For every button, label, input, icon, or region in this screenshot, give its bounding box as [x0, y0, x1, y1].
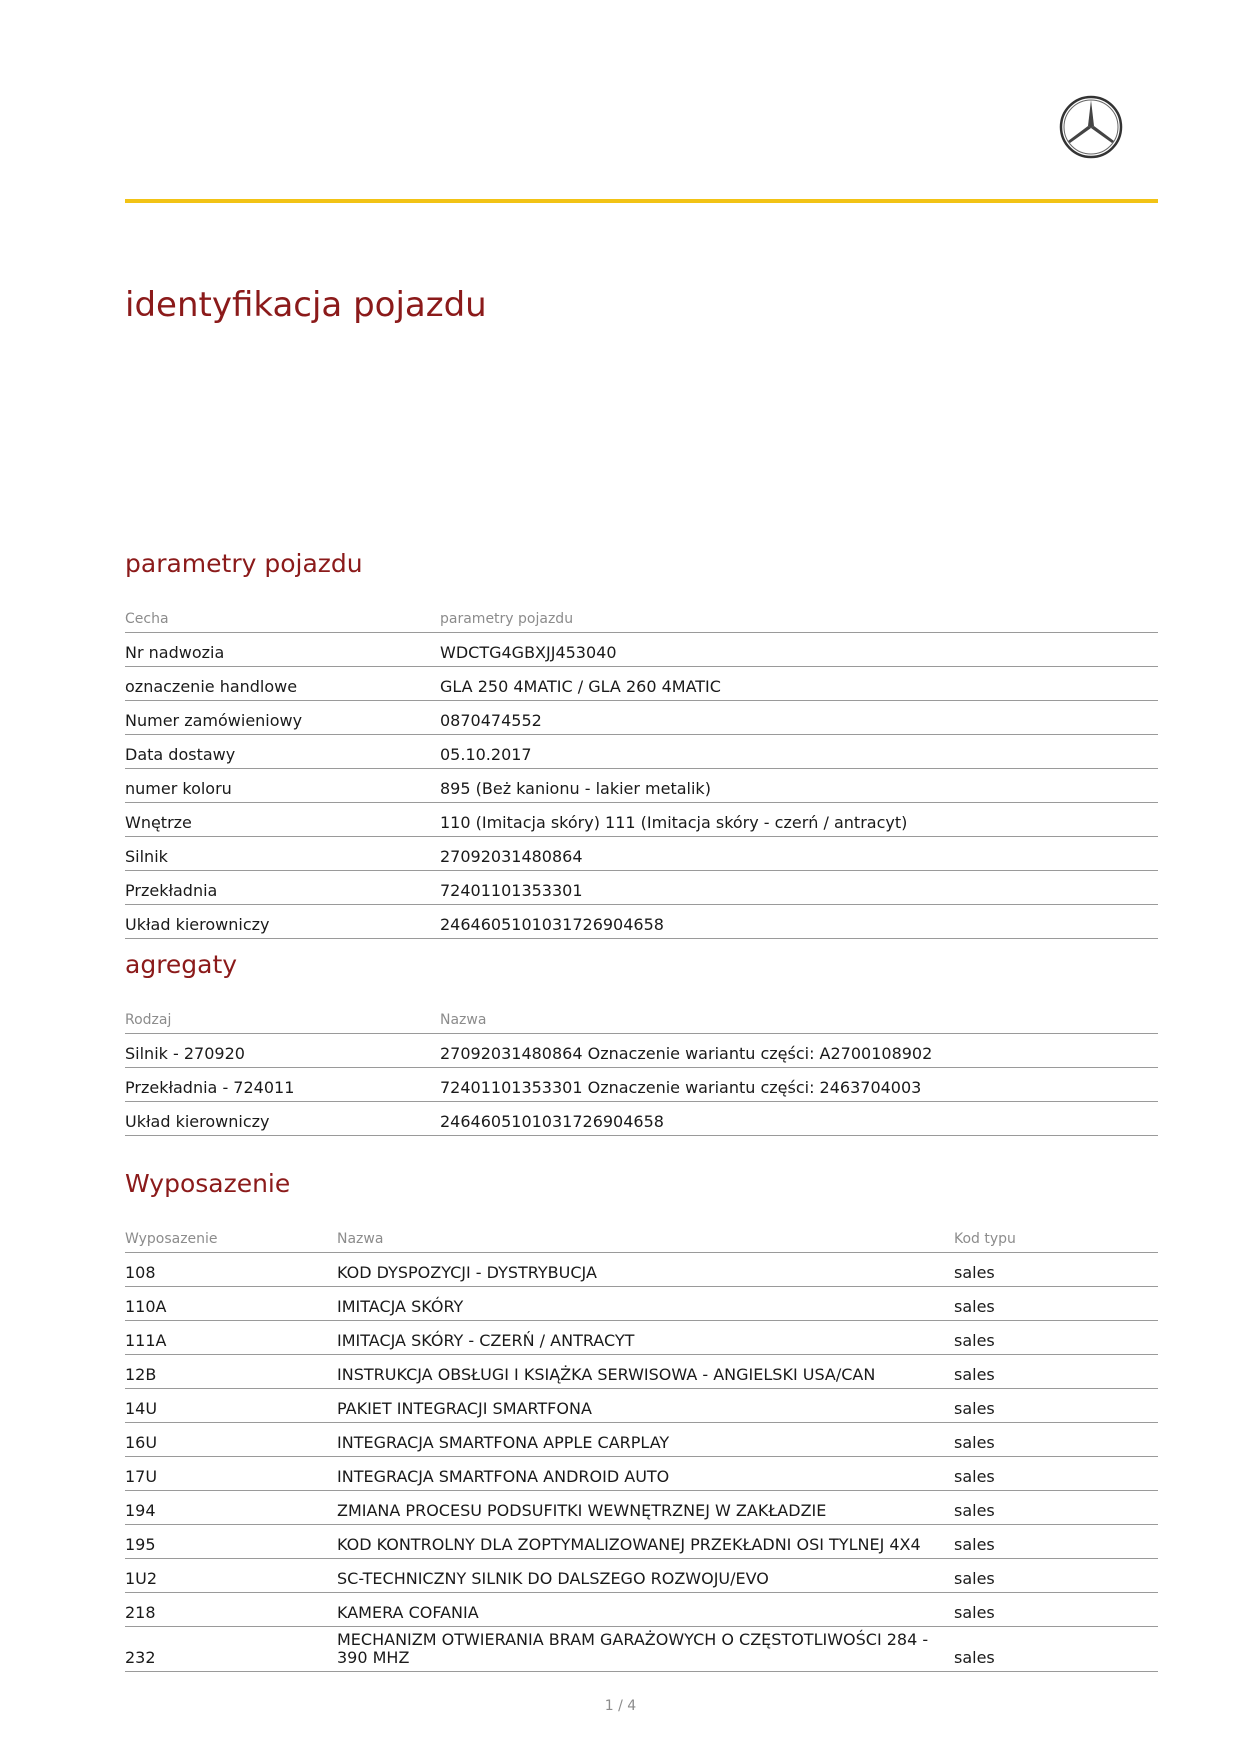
table-cell: sales — [954, 1287, 1158, 1321]
table-cell: MECHANIZM OTWIERANIA BRAM GARAŻOWYCH O CZĘSTOTLIWOŚCI 284 - 390 MHZ — [337, 1627, 954, 1672]
table-header-row — [125, 597, 1158, 633]
table-cell: sales — [954, 1525, 1158, 1559]
table-cell: Data dostawy — [125, 735, 440, 769]
table-row — [125, 871, 1158, 905]
column-header: Nazwa — [440, 998, 1158, 1034]
table-cell: sales — [954, 1423, 1158, 1457]
table-cell: 72401101353301 Oznaczenie wariantu części: 2463704003 — [440, 1068, 1158, 1102]
table-row — [125, 837, 1158, 871]
table-cell: Nr nadwozia — [125, 633, 440, 667]
table-cell: oznaczenie handlowe — [125, 667, 440, 701]
table-cell: 895 (Beż kanionu - lakier metalik) — [440, 769, 1158, 803]
table-cell: PAKIET INTEGRACJI SMARTFONA — [337, 1389, 954, 1423]
table-row — [125, 803, 1158, 837]
table-cell: 27092031480864 — [440, 837, 1158, 871]
column-header: Rodzaj — [125, 998, 440, 1034]
vehicle-params-table — [125, 597, 1158, 939]
section-title-vehicle-params: parametry pojazdu — [125, 549, 363, 578]
table-row — [125, 1287, 1158, 1321]
table-cell: 0870474552 — [440, 701, 1158, 735]
page-title: identyfikacja pojazdu — [125, 285, 487, 325]
table-cell: Numer zamówieniowy — [125, 701, 440, 735]
table-row — [125, 667, 1158, 701]
table-cell: 108 — [125, 1253, 337, 1287]
table-cell: 72401101353301 — [440, 871, 1158, 905]
table-cell: Silnik - 270920 — [125, 1034, 440, 1068]
aggregates-table — [125, 998, 1158, 1136]
table-cell: 195 — [125, 1525, 337, 1559]
table-row — [125, 1627, 1158, 1672]
table-cell: 16U — [125, 1423, 337, 1457]
table-row — [125, 1491, 1158, 1525]
table-row — [125, 735, 1158, 769]
table-cell: sales — [954, 1593, 1158, 1627]
column-header: Cecha — [125, 597, 440, 633]
table-row — [125, 1355, 1158, 1389]
table-cell: KOD DYSPOZYCJI - DYSTRYBUCJA — [337, 1253, 954, 1287]
table-row — [125, 701, 1158, 735]
table-cell: Silnik — [125, 837, 440, 871]
table-row — [125, 1253, 1158, 1287]
table-cell: sales — [954, 1321, 1158, 1355]
table-cell: WDCTG4GBXJJ453040 — [440, 633, 1158, 667]
table-cell: sales — [954, 1491, 1158, 1525]
table-cell: 232 — [125, 1627, 337, 1672]
column-header: parametry pojazdu — [440, 597, 1158, 633]
table-cell: sales — [954, 1559, 1158, 1593]
table-row — [125, 769, 1158, 803]
table-cell: 1U2 — [125, 1559, 337, 1593]
table-cell: KOD KONTROLNY DLA ZOPTYMALIZOWANEJ PRZEKŁADNI OSI TYLNEJ 4X4 — [337, 1525, 954, 1559]
table-cell: 2464605101031726904658 — [440, 905, 1158, 939]
table-cell: IMITACJA SKÓRY - CZERŃ / ANTRACYT — [337, 1321, 954, 1355]
table-row — [125, 1457, 1158, 1491]
table-cell: Wnętrze — [125, 803, 440, 837]
column-header: Nazwa — [337, 1217, 954, 1253]
table-cell: sales — [954, 1355, 1158, 1389]
table-cell: 05.10.2017 — [440, 735, 1158, 769]
table-cell: ZMIANA PROCESU PODSUFITKI WEWNĘTRZNEJ W ZAKŁADZIE — [337, 1491, 954, 1525]
mercedes-star-icon — [1059, 95, 1123, 159]
table-cell: 110A — [125, 1287, 337, 1321]
table-cell: 2464605101031726904658 — [440, 1102, 1158, 1136]
column-header: Wyposazenie — [125, 1217, 337, 1253]
table-cell: Układ kierowniczy — [125, 905, 440, 939]
table-row — [125, 1525, 1158, 1559]
table-cell: INTEGRACJA SMARTFONA ANDROID AUTO — [337, 1457, 954, 1491]
table-row — [125, 1389, 1158, 1423]
column-header: Kod typu — [954, 1217, 1158, 1253]
section-title-equipment: Wyposazenie — [125, 1169, 291, 1198]
table-cell: 110 (Imitacja skóry) 111 (Imitacja skóry - czerń / antracyt) — [440, 803, 1158, 837]
table-cell: numer koloru — [125, 769, 440, 803]
table-row — [125, 1559, 1158, 1593]
table-cell: SC-TECHNICZNY SILNIK DO DALSZEGO ROZWOJU/EVO — [337, 1559, 954, 1593]
table-cell: 14U — [125, 1389, 337, 1423]
table-cell: 111A — [125, 1321, 337, 1355]
table-cell: IMITACJA SKÓRY — [337, 1287, 954, 1321]
table-cell: sales — [954, 1627, 1158, 1672]
equipment-table — [125, 1217, 1158, 1672]
table-row — [125, 1321, 1158, 1355]
table-row — [125, 1068, 1158, 1102]
table-row — [125, 633, 1158, 667]
table-cell: sales — [954, 1457, 1158, 1491]
table-cell: Przekładnia — [125, 871, 440, 905]
table-cell: Układ kierowniczy — [125, 1102, 440, 1136]
table-header-row — [125, 998, 1158, 1034]
table-row — [125, 1102, 1158, 1136]
table-header-row — [125, 1217, 1158, 1253]
table-cell: sales — [954, 1253, 1158, 1287]
table-cell: 27092031480864 Oznaczenie wariantu części: A2700108902 — [440, 1034, 1158, 1068]
table-cell: INTEGRACJA SMARTFONA APPLE CARPLAY — [337, 1423, 954, 1457]
table-cell: 194 — [125, 1491, 337, 1525]
table-cell: 12B — [125, 1355, 337, 1389]
table-row — [125, 905, 1158, 939]
table-cell: INSTRUKCJA OBSŁUGI I KSIĄŻKA SERWISOWA - ANGIELSKI USA/CAN — [337, 1355, 954, 1389]
header-divider — [125, 199, 1158, 203]
table-row — [125, 1034, 1158, 1068]
table-cell: 218 — [125, 1593, 337, 1627]
section-title-aggregates: agregaty — [125, 950, 238, 979]
table-cell: sales — [954, 1389, 1158, 1423]
table-cell: 17U — [125, 1457, 337, 1491]
table-row — [125, 1593, 1158, 1627]
table-cell: KAMERA COFANIA — [337, 1593, 954, 1627]
table-row — [125, 1423, 1158, 1457]
table-cell: Przekładnia - 724011 — [125, 1068, 440, 1102]
table-cell: GLA 250 4MATIC / GLA 260 4MATIC — [440, 667, 1158, 701]
page-number: 1 / 4 — [604, 1698, 637, 1714]
